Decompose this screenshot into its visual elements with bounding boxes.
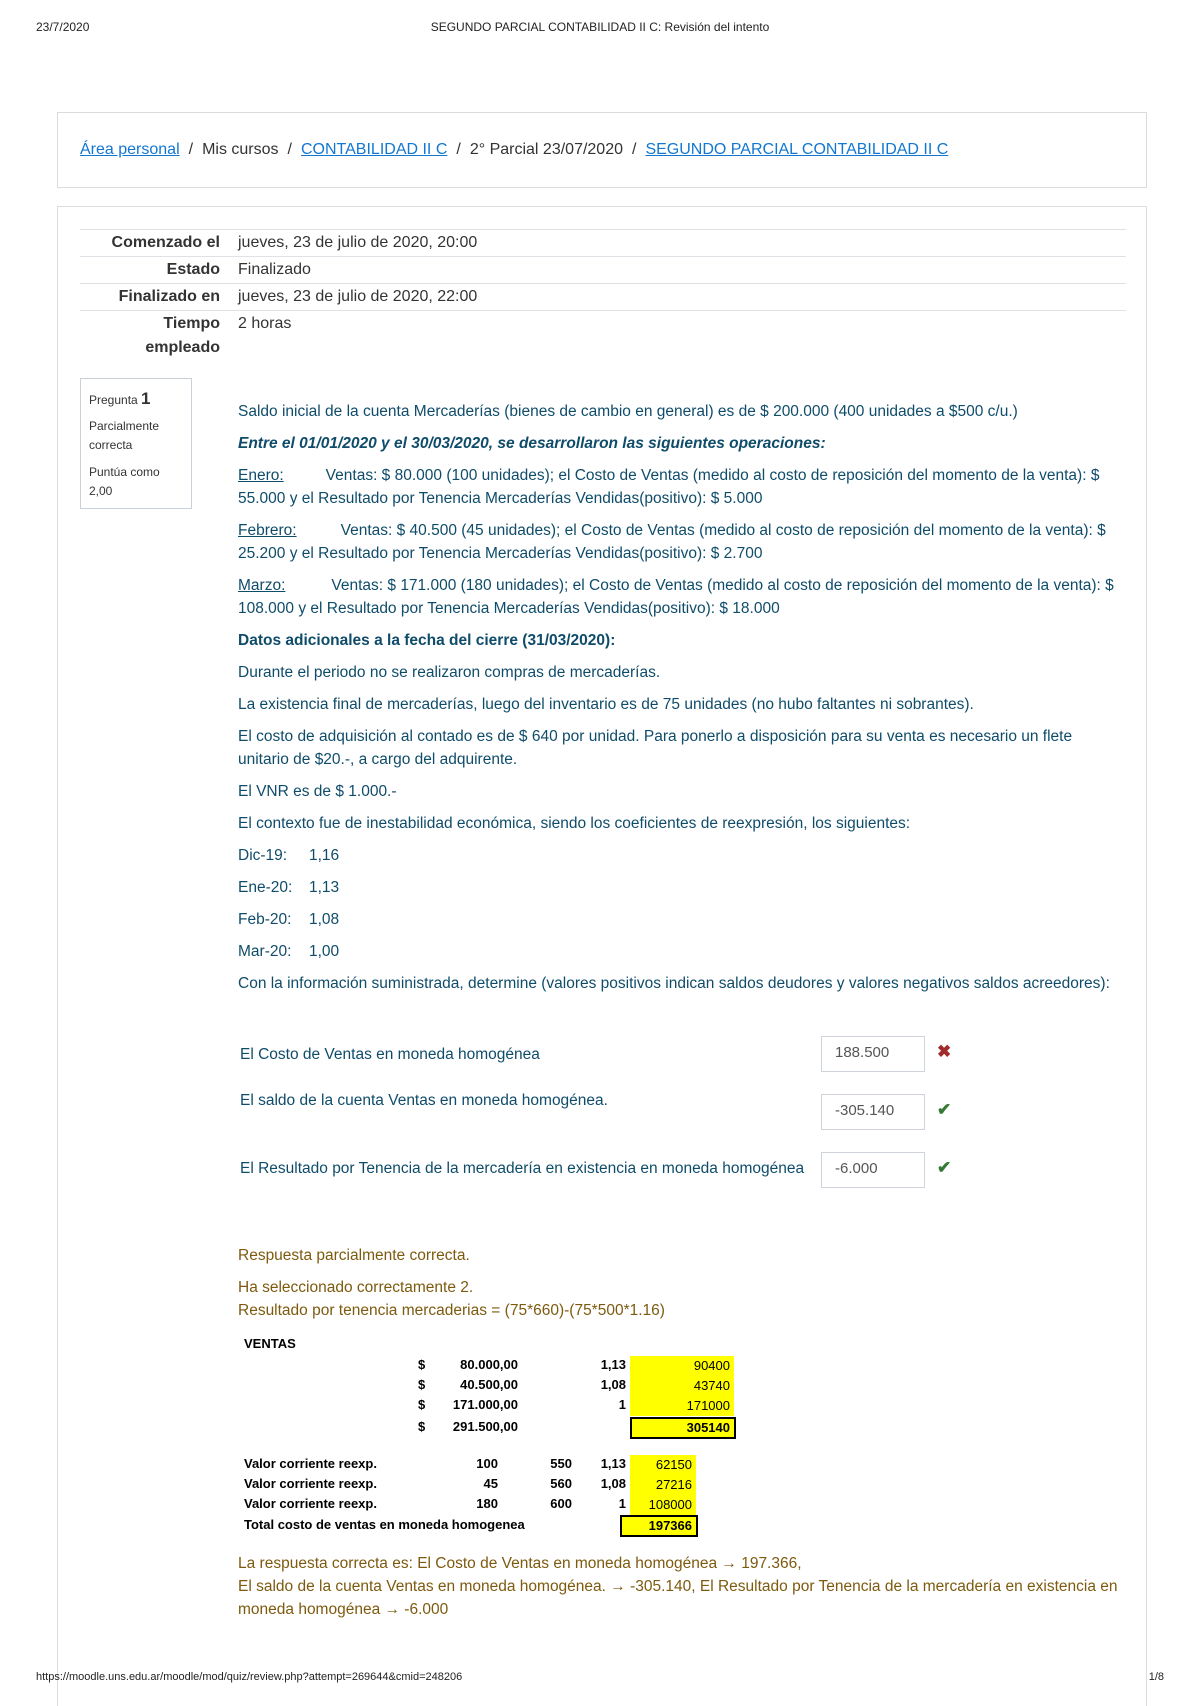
breadcrumb-course[interactable]: CONTABILIDAD II C [300, 141, 448, 158]
marzo-label: Marzo: [238, 577, 286, 594]
sheet-cost-result: 108000 [630, 1495, 696, 1515]
sheet-cost-result: 62150 [630, 1455, 696, 1475]
enero-text: Ventas: $ 80.000 (100 unidades); el Costo de Ventas (medido al costo de reposición del momento de la venta): $ 55.000 y el Resultado por Tenencia Mercaderías Vendidas(positivo): $ 5.000 [238, 467, 1100, 507]
sheet-cost-price: 550 [550, 1456, 572, 1471]
answer-row [238, 1036, 978, 1094]
sheet-amount: 171.000,00 [452, 1397, 518, 1412]
sheet-coef: 1,08 [600, 1377, 626, 1392]
sheet-currency: $ [418, 1357, 426, 1372]
sheet-cost-coef: 1,08 [600, 1476, 626, 1491]
operation-febrero [238, 519, 1118, 565]
sheet-cost-total-label: Total costo de ventas en moneda homogenea [244, 1517, 525, 1532]
extra-data-4: El VNR es de $ 1.000.- [238, 783, 397, 800]
sheet-cost-price: 560 [550, 1476, 572, 1491]
print-page-number: 1/8 [1148, 1671, 1164, 1683]
extra-data-3: El costo de adquisición al contado es de $ 640 por unidad. Para ponerlo a disposición para su venta es necesario un flete unitario de $20.-, a cargo del adquirente. [238, 728, 1073, 768]
state-value: Finalizado [238, 261, 311, 278]
extra-data-5: El contexto fue de inestabilidad económica, siendo los coeficientes de reexpresión, los siguientes: [238, 815, 911, 832]
breadcrumb-separator: / [287, 141, 292, 158]
question-instruction: Con la información suministrada, determine (valores positivos indican saldos deudores y valores negativos saldos acreedores): [238, 975, 1110, 992]
question-text [238, 400, 1118, 1004]
sheet-coef: 1,13 [600, 1357, 626, 1372]
feedback-formula: Resultado por tenencia mercaderias = (75*660)-(75*500*1.16) [238, 1302, 665, 1319]
answer-label: El Resultado por Tenencia de la mercadería en existencia en moneda homogénea [240, 1160, 805, 1177]
question-grade: Puntúa como 2,00 [89, 465, 160, 498]
answer-select[interactable]: 188.500 [821, 1036, 925, 1072]
operations-title: Entre el 01/01/2020 y el 30/03/2020, se desarrollaron las siguientes operaciones: [238, 435, 826, 452]
febrero-label: Febrero: [238, 522, 297, 539]
question-number [89, 389, 183, 409]
feedback [238, 1244, 1118, 1331]
correct-answer-line1: La respuesta correcta es: El Costo de Ventas en moneda homogénea → 197.366, [238, 1555, 802, 1572]
answer-label: El Costo de Ventas en moneda homogénea [240, 1046, 540, 1063]
sheet-cost-label: Valor corriente reexp. [244, 1456, 377, 1471]
answer-select[interactable]: -305.140 [821, 1094, 925, 1130]
question-info [80, 378, 192, 509]
sheet-amount: 80.000,00 [460, 1357, 518, 1372]
extra-data-title: Datos adicionales a la fecha del cierre (31/03/2020): [238, 632, 616, 649]
print-header [36, 20, 1164, 36]
time-label-line2: empleado [145, 339, 220, 356]
sheet-cost-total-result: 197366 [620, 1515, 698, 1537]
correct-answer [238, 1552, 1118, 1621]
coef-value: 1,08 [309, 911, 340, 928]
enero-label: Enero: [238, 467, 284, 484]
breadcrumb [80, 141, 948, 159]
started-value: jueves, 23 de julio de 2020, 20:00 [238, 234, 478, 251]
question-state: Parcialmente correcta [89, 419, 160, 452]
finished-label: Finalizado en [118, 288, 220, 305]
finished-value: jueves, 23 de julio de 2020, 22:00 [238, 288, 478, 305]
breadcrumb-area-personal[interactable]: Área personal [80, 141, 180, 158]
breadcrumb-quiz[interactable]: SEGUNDO PARCIAL CONTABILIDAD II C [645, 141, 949, 158]
sheet-total-amount: 291.500,00 [452, 1419, 518, 1434]
sheet-currency: $ [418, 1419, 426, 1434]
extra-data-2: La existencia final de mercaderías, luego del inventario es de 75 unidades (no hubo faltantes ni sobrantes). [238, 696, 974, 713]
time-value: 2 horas [238, 315, 292, 332]
sheet-cost-units: 100 [476, 1456, 498, 1471]
summary-row-state [80, 257, 1126, 284]
febrero-text: Ventas: $ 40.500 (45 unidades); el Costo de Ventas (medido al costo de reposición del momento de la venta): $ 25.200 y el Resultado por Tenencia Mercaderías Vendidas(positivo): $ 2.700 [238, 522, 1106, 562]
question-intro: Saldo inicial de la cuenta Mercaderías (bienes de cambio en general) es de $ 200.000 (400 unidades a $500 c/u.) [238, 403, 1018, 420]
incorrect-icon: ✖ [937, 1042, 952, 1061]
breadcrumb-container [57, 112, 1147, 188]
sheet-total-result: 305140 [630, 1417, 736, 1439]
question-prefix: Pregunta [89, 393, 138, 407]
sheet-amount: 40.500,00 [460, 1377, 518, 1392]
time-label-line1: Tiempo [163, 315, 220, 332]
sheet-coef: 1 [618, 1397, 626, 1412]
operation-marzo [238, 574, 1118, 620]
sheet-currency: $ [418, 1397, 426, 1412]
answer-row [238, 1152, 978, 1210]
correct-icon: ✔ [937, 1100, 952, 1119]
print-title: SEGUNDO PARCIAL CONTABILIDAD II C: Revisión del intento [430, 20, 770, 34]
sheet-cost-label: Valor corriente reexp. [244, 1476, 377, 1491]
answer-row [238, 1094, 978, 1152]
coef-row [238, 940, 1118, 963]
breadcrumb-separator: / [188, 141, 194, 158]
marzo-text: Ventas: $ 171.000 (180 unidades); el Costo de Ventas (medido al costo de reposición del momento de la venta): $ 108.000 y el Resultado por Tenencia Mercaderías Vendidas(positivo): $ 18.000 [238, 577, 1114, 617]
sheet-cost-label: Valor corriente reexp. [244, 1496, 377, 1511]
sheet-cost-result: 27216 [630, 1475, 696, 1495]
sheet-cost-coef: 1 [618, 1496, 626, 1511]
summary-row-finished [80, 284, 1126, 311]
sheet-cost-price: 600 [550, 1496, 572, 1511]
coef-label: Ene-20: [238, 879, 293, 896]
sheet-cost-coef: 1,13 [600, 1456, 626, 1471]
extra-data-1: Durante el periodo no se realizaron compras de mercaderías. [238, 664, 661, 681]
sheet-result: 171000 [630, 1396, 734, 1416]
coef-label: Dic-19: [238, 847, 288, 864]
sheet-result: 90400 [630, 1356, 734, 1376]
coef-row [238, 844, 1118, 867]
state-label: Estado [166, 261, 220, 278]
breadcrumb-separator: / [456, 141, 461, 158]
feedback-selected: Ha seleccionado correctamente 2. [238, 1279, 474, 1296]
started-label: Comenzado el [111, 234, 220, 251]
sheet-cost-units: 45 [483, 1476, 498, 1491]
coef-row [238, 876, 1118, 899]
answer-list [238, 1036, 978, 1210]
print-date: 23/7/2020 [36, 20, 90, 34]
coef-value: 1,16 [309, 847, 340, 864]
coef-label: Feb-20: [238, 911, 292, 928]
time-label [80, 312, 234, 360]
summary-row-started [80, 230, 1126, 257]
coef-value: 1,00 [309, 943, 340, 960]
sheet-result: 43740 [630, 1376, 734, 1396]
print-footer [36, 1671, 1164, 1687]
sheet-currency: $ [418, 1377, 426, 1392]
breadcrumb-separator: / [632, 141, 637, 158]
breadcrumb-section: 2° Parcial 23/07/2020 [469, 141, 623, 158]
print-url: https://moodle.uns.edu.ar/moodle/mod/quiz/review.php?attempt=269644&cmid=248206 [36, 1671, 463, 1683]
breadcrumb-mis-cursos: Mis cursos [202, 141, 279, 158]
coef-row [238, 908, 1118, 931]
correct-answer-line2: El saldo de la cuenta Ventas en moneda homogénea. → -305.140, El Resultado por Tenencia de la mercadería en existencia en moneda homogénea → -6.000 [238, 1578, 1118, 1618]
answer-label: El saldo de la cuenta Ventas en moneda homogénea. [240, 1092, 608, 1109]
question-number-value: 1 [141, 389, 151, 408]
correct-icon: ✔ [937, 1158, 952, 1177]
summary-row-time [80, 311, 1126, 361]
operation-enero [238, 464, 1118, 510]
feedback-partial: Respuesta parcialmente correcta. [238, 1247, 470, 1264]
sheet-title: VENTAS [244, 1336, 296, 1351]
answer-select[interactable]: -6.000 [821, 1152, 925, 1188]
sheet-cost-units: 180 [476, 1496, 498, 1511]
attempt-summary-table [80, 229, 1126, 361]
coef-value: 1,13 [309, 879, 340, 896]
spreadsheet-image [238, 1336, 798, 1536]
coef-label: Mar-20: [238, 943, 292, 960]
